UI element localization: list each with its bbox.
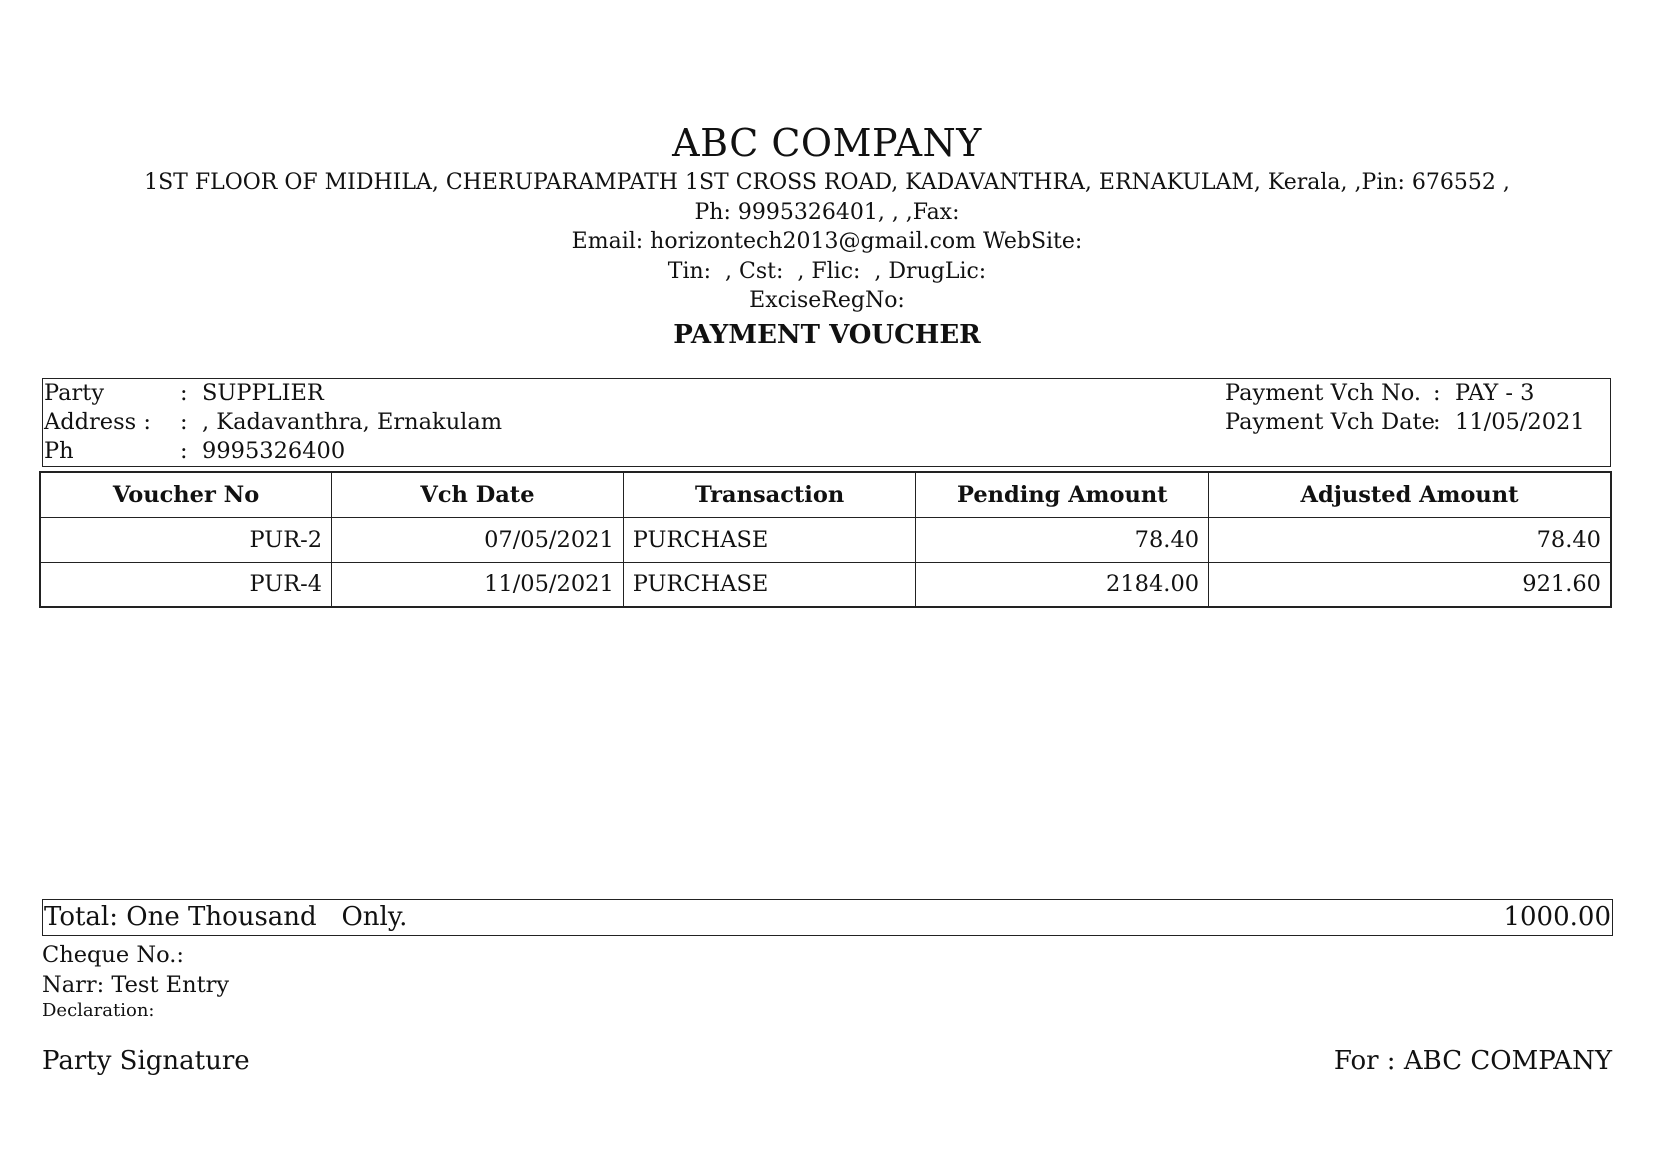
voucher-number-value: PAY - 3 (1455, 380, 1535, 406)
declaration: Declaration: (42, 1000, 155, 1021)
cell-pending-amount: 2184.00 (916, 562, 1209, 607)
table-header-row (40, 472, 1611, 517)
table-row (40, 517, 1611, 562)
table-row (40, 562, 1611, 607)
total-in-words: Total: One Thousand Only. (44, 902, 408, 932)
cell-vch-date: 07/05/2021 (332, 517, 624, 562)
party-row (44, 379, 502, 408)
party-details-box (42, 378, 1611, 467)
narration: Narr: Test Entry (42, 972, 230, 998)
cell-adjusted-amount: 78.40 (1209, 517, 1611, 562)
document-header (0, 118, 1654, 352)
company-email: Email: horizontech2013@gmail.com WebSite: (571, 229, 1083, 254)
company-phone: Ph: 9995326401, , ,Fax: (694, 199, 960, 225)
company-excise-reg: ExciseRegNo: (749, 288, 905, 313)
cell-pending-amount: 78.40 (916, 517, 1209, 562)
party-value: SUPPLIER (202, 380, 324, 406)
header-pending-amount: Pending Amount (916, 472, 1209, 517)
voucher-date-value: 11/05/2021 (1455, 409, 1585, 435)
cell-transaction: PURCHASE (623, 562, 916, 607)
cell-adjusted-amount: 921.60 (1209, 562, 1611, 607)
voucher-info (1225, 379, 1585, 437)
header-transaction: Transaction (623, 472, 916, 517)
address-value: , Kadavanthra, Ernakulam (202, 409, 503, 435)
address-label: Address : (44, 409, 151, 435)
header-adjusted-amount: Adjusted Amount (1209, 472, 1611, 517)
voucher-number-row (1225, 379, 1585, 408)
phone-value: 9995326400 (202, 438, 346, 464)
party-info (44, 379, 502, 466)
separator: : (1433, 380, 1441, 406)
address-row (44, 408, 502, 437)
company-signature: For : ABC COMPANY (1333, 1046, 1612, 1076)
separator: : (180, 409, 188, 435)
cell-transaction: PURCHASE (623, 517, 916, 562)
company-address: 1ST FLOOR OF MIDHILA, CHERUPARAMPATH 1ST CROSS ROAD, KADAVANTHRA, ERNAKULAM, Kerala, ,Pin: 676552 , (144, 170, 1510, 195)
cheque-number: Cheque No.: (42, 942, 184, 968)
phone-label: Ph (44, 438, 74, 464)
voucher-number-label: Payment Vch No. (1225, 380, 1422, 406)
company-name: ABC COMPANY (672, 121, 982, 165)
voucher-title: PAYMENT VOUCHER (673, 319, 981, 350)
cell-voucher-no: PUR-2 (40, 517, 332, 562)
cell-vch-date: 11/05/2021 (332, 562, 624, 607)
total-box (42, 899, 1613, 936)
voucher-date-row (1225, 408, 1585, 437)
party-signature: Party Signature (42, 1046, 250, 1076)
separator: : (180, 380, 188, 406)
header-vch-date: Vch Date (332, 472, 624, 517)
company-tax-info: Tin: , Cst: , Flic: , DrugLic: (667, 258, 987, 284)
voucher-date-label: Payment Vch Date (1225, 409, 1435, 435)
header-voucher-no: Voucher No (40, 472, 332, 517)
party-label: Party (44, 380, 105, 406)
cell-voucher-no: PUR-4 (40, 562, 332, 607)
phone-row (44, 437, 502, 466)
separator: : (1433, 409, 1441, 435)
separator: : (180, 438, 188, 464)
allocation-table (39, 471, 1612, 608)
total-amount: 1000.00 (1503, 902, 1611, 932)
